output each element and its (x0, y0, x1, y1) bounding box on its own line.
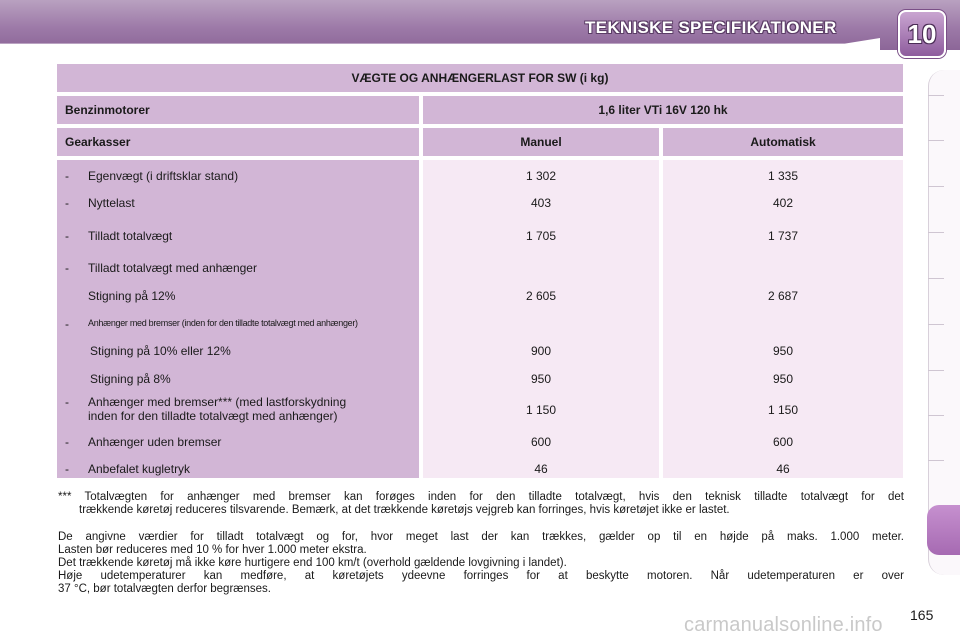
row-dash: - (65, 229, 69, 243)
gearbox-label: Gearkasser (57, 128, 419, 156)
notes-line: De angivne værdier for tilladt totalvægt og for, hvor meget last der kan trækkes, gælder op til en højde på maks. 1.000 meter. (58, 531, 904, 543)
weights-table (57, 64, 903, 478)
manual-value: 1 150 (525, 403, 557, 417)
manual-value: 46 (534, 462, 548, 476)
gearbox-manual: Manuel (423, 128, 659, 156)
table-body (57, 160, 903, 478)
page-number: 165 (910, 607, 934, 623)
row-label: Stigning på 10% eller 12% (90, 344, 231, 358)
gearbox-automatic: Automatisk (663, 128, 903, 156)
row-label: Tilladt totalvægt med anhænger (88, 261, 257, 275)
footnote (58, 491, 904, 517)
side-tab[interactable] (928, 460, 944, 461)
manual-value: 950 (530, 372, 552, 386)
notes-line: Lasten bør reduceres med 10 % for hver 1.000 meter ekstra. (58, 544, 367, 556)
side-tab-strip (928, 70, 960, 575)
automatic-value: 1 335 (767, 169, 799, 183)
side-tab[interactable] (928, 186, 944, 187)
gearbox-row (57, 128, 903, 156)
notes-line: Høje udetemperaturer kan medføre, at køretøjets ydeevne forringes for at beskytte motoren. Når udetemperaturen er over (58, 570, 904, 582)
manual-value: 2 605 (525, 289, 557, 303)
row-label: Anhænger uden bremser (88, 435, 222, 449)
automatic-value: 1 737 (767, 229, 799, 243)
manual-value: 600 (530, 435, 552, 449)
row-label-continued: inden for den tilladte totalvægt med anhænger) (88, 409, 338, 423)
side-tab[interactable] (928, 415, 944, 416)
manual-value: 900 (530, 344, 552, 358)
chapter-badge[interactable] (898, 10, 946, 58)
automatic-value: 600 (772, 435, 794, 449)
notes-line: Det trækkende køretøj må ikke køre hurtigere end 100 km/t (overhold gældende lovgivning i landet). (58, 557, 567, 569)
row-label: Anhænger med bremser (inden for den tilladte totalvægt med anhænger) (88, 318, 358, 328)
watermark: carmanualsonline.info (684, 614, 883, 636)
engine-row (57, 96, 903, 124)
row-label: Egenvægt (i driftsklar stand) (88, 169, 239, 183)
row-label: Nyttelast (88, 196, 135, 210)
engine-value: 1,6 liter VTi 16V 120 hk (423, 96, 903, 124)
notes (58, 531, 904, 596)
row-dash: - (65, 435, 69, 449)
row-dash: - (65, 169, 69, 183)
row-dash: - (65, 317, 69, 331)
side-tab[interactable] (928, 95, 944, 96)
row-dash: - (65, 261, 69, 275)
side-tab[interactable] (928, 140, 944, 141)
row-label: Tilladt totalvægt (88, 229, 173, 243)
row-label: Stigning på 8% (90, 372, 171, 386)
manual-value: 1 705 (525, 229, 557, 243)
chapter-number: 10 (907, 18, 937, 49)
row-dash: - (65, 196, 69, 210)
automatic-column (663, 160, 903, 478)
automatic-value: 950 (772, 372, 794, 386)
side-tab[interactable] (928, 232, 944, 233)
side-tab-active[interactable] (927, 505, 960, 555)
row-dash: - (65, 395, 69, 409)
automatic-value: 402 (772, 196, 794, 210)
label-column (57, 160, 419, 478)
side-tab[interactable] (928, 324, 944, 325)
side-tab[interactable] (928, 278, 944, 279)
side-tab[interactable] (928, 370, 944, 371)
table-title: VÆGTE OG ANHÆNGERLAST FOR SW (i kg) (57, 64, 903, 92)
footnote-line: trækkende køretøj reduceres tilsvarende. Bemærk, at det trækkende køretøjs vejgreb kan forringes, hvis køretøjet ikke er lastet. (79, 504, 730, 516)
automatic-value: 2 687 (767, 289, 799, 303)
automatic-value: 46 (776, 462, 790, 476)
manual-column (423, 160, 659, 478)
section-title: TEKNISKE SPECIFIKATIONER (585, 18, 837, 37)
manual-value: 1 302 (525, 169, 557, 183)
row-label: Anhænger med bremser*** (med lastforskydning (88, 395, 347, 409)
footnote-line: *** Totalvægten for anhænger med bremser kan forøges inden for den tilladte totalvægt, hvis den teknisk tilladte totalvægt for det (58, 491, 904, 503)
notes-line: 37 °C, bør totalvægten derfor begrænses. (58, 583, 271, 595)
row-label: Stigning på 12% (88, 289, 176, 303)
row-dash: - (65, 462, 69, 476)
engine-label: Benzinmotorer (57, 96, 419, 124)
automatic-value: 950 (772, 344, 794, 358)
manual-value: 403 (530, 196, 552, 210)
row-label: Anbefalet kugletryk (88, 462, 191, 476)
automatic-value: 1 150 (767, 403, 799, 417)
